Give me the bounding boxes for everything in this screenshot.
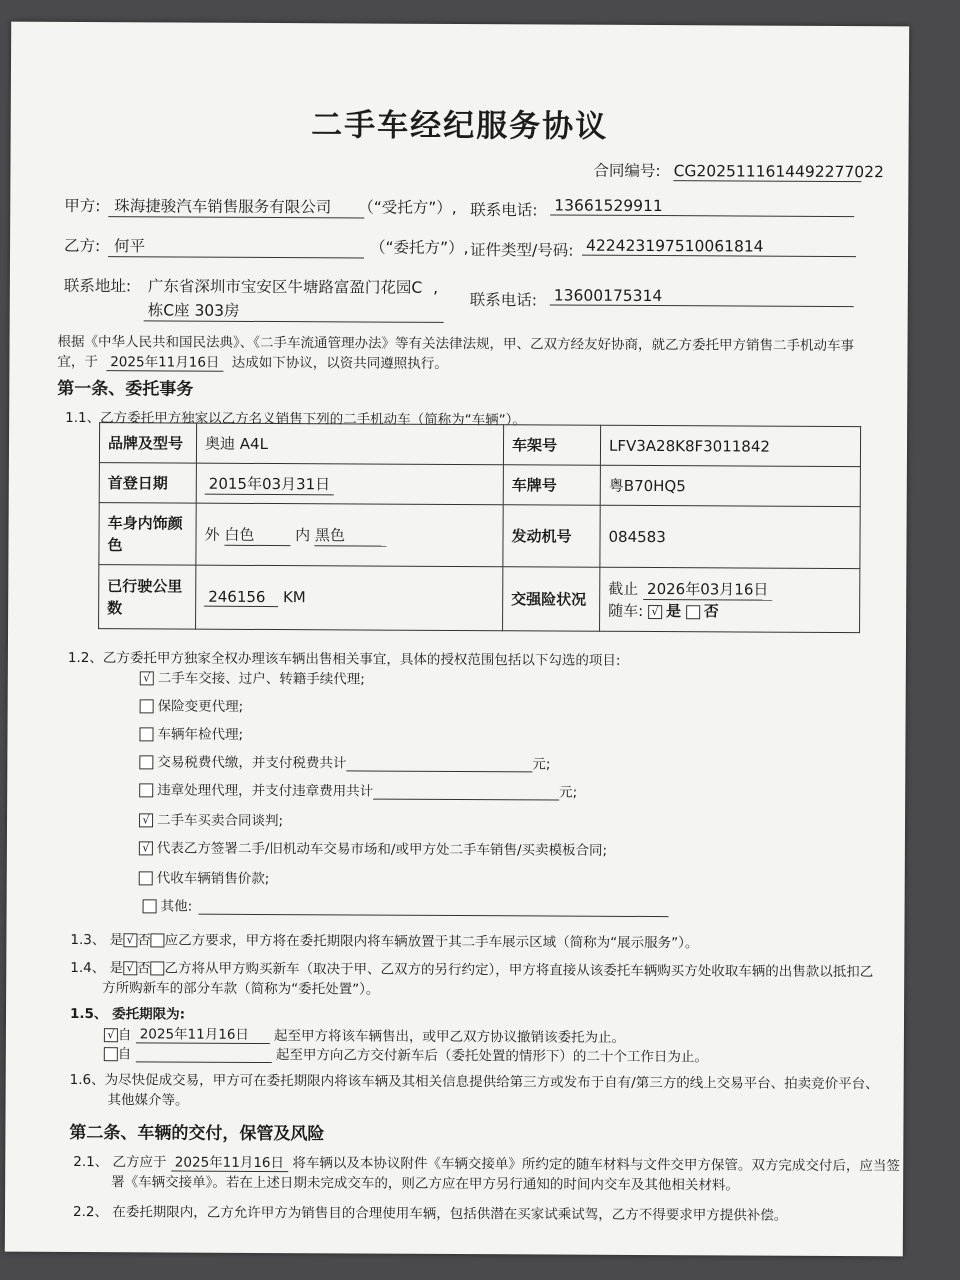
- vehicle-info-table: [98, 422, 861, 633]
- option-text: 其他:: [160, 898, 193, 915]
- term-option-2: [104, 1042, 708, 1065]
- party-b-id: 422423197510061814: [582, 237, 856, 257]
- insurance-yes-label: 是: [665, 602, 682, 621]
- mileage-value: 246156: [204, 588, 278, 607]
- section-2-1-line2: 署《车辆交接单》。若在上述日期未完成交车的，则乙方应在甲方另行通知的时间内交车及其他相关材料。: [111, 1174, 739, 1194]
- section-1-3-text: 应乙方要求，甲方将在委托期限内将车辆放置于其二手车展示区域（简称为“展示服务”）。: [164, 932, 699, 952]
- contract-number: [593, 159, 884, 182]
- option-suffix: 元;: [559, 784, 578, 801]
- insurance-until-label: 截止: [608, 579, 639, 598]
- option-item: [143, 894, 669, 917]
- address-line1-text: 广东省深圳市宝安区牛塘路富盈门花园C: [147, 277, 423, 297]
- table-row: [99, 423, 860, 467]
- option-checkbox[interactable]: √: [140, 671, 154, 685]
- section-2-1-text-a: 乙方应于: [112, 1154, 167, 1171]
- section-1-4-no-checkbox[interactable]: [151, 961, 165, 975]
- delivery-date: 2025年11月16日: [171, 1151, 288, 1173]
- option-checkbox[interactable]: [139, 755, 153, 769]
- section-1-5-title: [70, 1002, 185, 1023]
- party-b-name: 何平: [108, 234, 364, 258]
- party-b-id-label: 证件类型/号码:: [469, 241, 574, 260]
- color-int-value: 黑色: [315, 524, 387, 546]
- option-item: [140, 694, 244, 715]
- party-b-phone-label: 联系电话:: [469, 291, 538, 310]
- section-number: 1.5、: [69, 1005, 108, 1023]
- term-option-1-text: 起至甲方将该车辆售出，或甲乙双方协议撤销该委托为止。: [273, 1028, 626, 1046]
- section-1-3-yes-checkbox[interactable]: √: [123, 933, 137, 947]
- insurance-cell: [600, 567, 860, 632]
- term-option-2-checkbox[interactable]: [104, 1047, 118, 1061]
- party-a-phone: 13661529911: [550, 196, 854, 217]
- section-1-2: 1.2、乙方委托甲方独家全权办理该车辆出售相关事宜，具体的授权范围包括以下勾选的项目:: [67, 649, 621, 669]
- option-item: [139, 808, 283, 829]
- party-a-name: 珠海捷骏汽车销售服务有限公司: [108, 194, 364, 218]
- party-b-role: （“委托方”）,: [370, 238, 469, 258]
- address-line2: 栋C座 303房: [144, 298, 444, 323]
- address-line1: [148, 274, 438, 298]
- other-blank[interactable]: [198, 914, 668, 917]
- yes-label: 是: [109, 932, 124, 949]
- vin-label: 车架号: [503, 425, 600, 466]
- party-a-label: 甲方:: [64, 196, 101, 216]
- section-1-3-no-checkbox[interactable]: [151, 933, 165, 947]
- section-number: 1.6、: [69, 1071, 105, 1089]
- option-item: [139, 866, 270, 887]
- section-number: 2.1、: [73, 1153, 109, 1171]
- option-checkbox[interactable]: [139, 871, 153, 885]
- insurance-until-date: 2026年03月16日: [643, 578, 772, 601]
- party-a-phone-label: 联系电话:: [470, 201, 538, 220]
- brand-value: 奥迪 A4L: [196, 423, 503, 465]
- preamble-text-a: 宜，于: [57, 353, 98, 371]
- contract-number-label: 合同编号:: [593, 161, 661, 181]
- option-checkbox[interactable]: √: [139, 813, 153, 827]
- option-text: 代收车辆销售价款;: [156, 870, 270, 888]
- plate-value: 粤B70HQ5: [600, 465, 860, 506]
- yes-label: 是: [109, 960, 124, 977]
- section-2-1-text-b: 将车辆以及本协议附件《车辆交接单》所约定的随车材料与文件交甲方保管。双方完成交付后，应当签: [292, 1155, 900, 1175]
- mileage-unit: KM: [282, 588, 306, 607]
- option-text: 二手车交接、过户、转籍手续代理;: [157, 670, 365, 688]
- table-row: [99, 565, 860, 633]
- reg-date-value: 2015年03月31日: [205, 472, 334, 495]
- insurance-with-car: [608, 600, 851, 622]
- brand-label: 品牌及型号: [99, 423, 196, 464]
- reg-date-label: 首登日期: [99, 463, 196, 504]
- option-text: 保险变更代理;: [157, 698, 244, 715]
- color-cell: [196, 503, 503, 567]
- table-row: [99, 463, 860, 507]
- article2-title: 第二条、车辆的交付，保管及风险: [69, 1122, 325, 1145]
- section-1-1: 1.1、乙方委托甲方独家以乙方名义销售下列的二手机动车（简称为“车辆”）。: [65, 409, 526, 429]
- violation-amount-blank[interactable]: [373, 799, 559, 801]
- party-b-label: 乙方:: [64, 236, 101, 256]
- term-from-label: 自: [117, 1027, 132, 1044]
- option-item: [139, 836, 607, 858]
- color-int-label: 内: [295, 525, 311, 544]
- plate-label: 车牌号: [503, 465, 600, 506]
- option-checkbox[interactable]: √: [139, 841, 153, 855]
- section-1-4-line2: 方所购新车的部分车款（简称为“委托处置”）。: [102, 980, 380, 998]
- insurance-with-label: 随车:: [608, 601, 644, 620]
- table-row: [99, 503, 860, 569]
- section-1-4-text: 乙方将从甲方购买新车（取决于甲、乙双方的另行约定），甲方将直接从该委托车辆购买方处收取车辆的出售款以抵扣乙: [164, 960, 874, 981]
- option-text: 代表乙方签署二手/旧机动车交易市场和/或甲方处二手车销售/买卖模板合同;: [156, 840, 608, 859]
- article1-title: 第一条、委托事务: [57, 378, 194, 400]
- section-number: 1.4、: [70, 959, 106, 977]
- option-checkbox[interactable]: [139, 783, 153, 797]
- color-label: 车身内饰颜色: [99, 503, 196, 566]
- insurance-until: [608, 578, 851, 601]
- option-suffix: 元;: [532, 756, 551, 773]
- engine-label: 发动机号: [503, 505, 600, 568]
- address-line1-end: ,: [433, 278, 439, 297]
- reg-date-cell: [196, 463, 503, 505]
- preamble-text-b: 达成如下协议，以资共同遵照执行。: [231, 354, 448, 372]
- insurance-label: 交强险状况: [503, 567, 600, 632]
- term-option-1-checkbox[interactable]: √: [104, 1028, 118, 1042]
- mileage-label: 已行驶公里数: [99, 565, 196, 630]
- option-item: [139, 750, 550, 772]
- contract-number-value: CG2025111614492277022: [673, 162, 884, 182]
- engine-value: 084583: [600, 505, 860, 568]
- option-text: 二手车买卖合同谈判;: [157, 812, 284, 830]
- address-label: 联系地址:: [63, 276, 132, 296]
- option-text: 交易税费代缴，并支付税费共计: [157, 754, 347, 772]
- section-2-2-text: 在委托期限内，乙方允许甲方为销售目的合理使用车辆，包括供潜在买家试乘试驾，乙方不得要求甲方提供补偿。: [112, 1204, 788, 1224]
- section-2-2: [73, 1200, 787, 1224]
- no-label: 否: [137, 960, 151, 977]
- color-ext-label: 外: [204, 525, 220, 544]
- term-start-date: 2025年11月16日: [136, 1022, 270, 1044]
- section-1-4-yes-checkbox[interactable]: √: [123, 961, 137, 975]
- section-1-6-line2: 其他媒介等。: [107, 1092, 189, 1109]
- section-1-6-text: 为尽快促成交易，甲方可在委托期限内将该车辆及其相关信息提供给第三方或发布于自有/第三方的线上交易平台、拍卖竞价平台、: [104, 1072, 879, 1093]
- term-from-label: 自: [117, 1046, 132, 1063]
- option-checkbox[interactable]: [143, 899, 157, 913]
- color-ext-value: 白色: [224, 523, 290, 545]
- vin-value: LFV3A28K8F3011842: [600, 425, 860, 466]
- mileage-cell: [196, 565, 503, 631]
- insurance-no-label: 否: [703, 602, 719, 621]
- preamble-line2: [57, 350, 447, 373]
- section-number: 1.3、: [70, 931, 106, 949]
- option-checkbox[interactable]: [140, 699, 154, 713]
- no-label: 否: [137, 932, 151, 949]
- option-item: [140, 666, 365, 687]
- tax-amount-blank[interactable]: [346, 770, 532, 772]
- term-option-2-text: 起至甲方向乙方交付新车后（委托处置的情形下）的二十个工作日为止。: [275, 1047, 708, 1066]
- option-item: [139, 722, 243, 743]
- section-1-6: [70, 1068, 879, 1092]
- document-title: 二手车经纪服务协议: [311, 107, 609, 145]
- section-1-3: [70, 928, 698, 951]
- insurance-yes-checkbox[interactable]: √: [648, 604, 662, 618]
- preamble-line1: 根据《中华人民共和国民法典》、《二手车流通管理办法》等有关法律法规，甲、乙双方经友好协商，就乙方委托甲方销售二手机动车事: [57, 333, 855, 355]
- section-title: 委托期限为:: [112, 1006, 186, 1023]
- agreement-date: 2025年11月16日: [106, 350, 223, 372]
- option-item: [139, 778, 577, 800]
- option-text: 车辆年检代理;: [157, 726, 244, 743]
- option-checkbox[interactable]: [139, 727, 153, 741]
- party-a-role: （“受托方”）,: [358, 198, 457, 217]
- option-text: 违章处理代理，并支付违章费用共计: [157, 782, 374, 800]
- section-number: 2.2、: [72, 1203, 109, 1221]
- contract-page: [5, 22, 909, 1257]
- insurance-no-checkbox[interactable]: [686, 605, 700, 619]
- party-b-phone: 13600175314: [550, 286, 854, 307]
- term-option-2-date-blank[interactable]: [136, 1047, 272, 1063]
